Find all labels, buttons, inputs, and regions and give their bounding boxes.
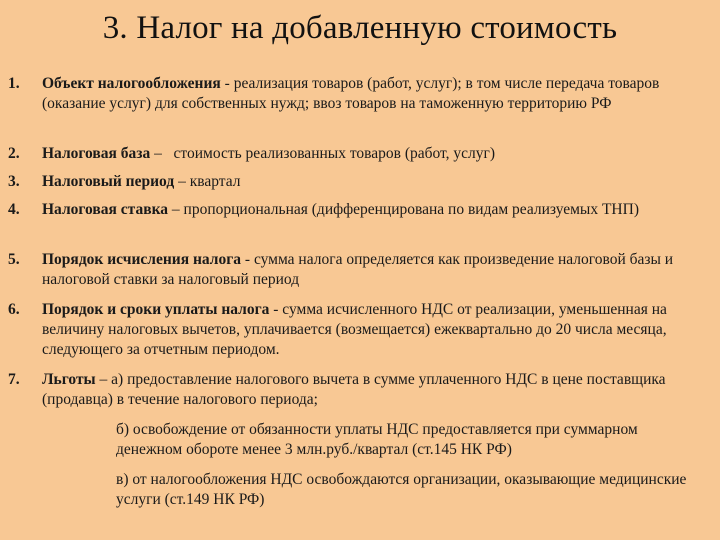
item-text: сумма налога определяется как произведение налоговой базы и налоговой ставки за налоговый период: [42, 251, 674, 288]
item-term: Налоговый период: [42, 173, 175, 190]
sub-item: б) освобождение от обязанности уплаты НДС предоставляется при суммарном денежном обороте менее 3 млн.руб./квартал (ст.145 НК РФ): [116, 421, 638, 458]
item-body: [42, 370, 702, 410]
item-text: пропорциональная (дифференцирована по видам реализуемых ТНП): [183, 201, 639, 218]
item-term: Порядок и сроки уплаты налога: [42, 301, 270, 318]
item-text: стоимость реализованных товаров (работ, услуг): [173, 145, 496, 162]
item-term: Налоговая база: [42, 145, 151, 162]
item-term: Налоговая ставка: [42, 201, 169, 218]
item-term: Льготы: [42, 371, 96, 388]
item-body: [42, 144, 702, 164]
item-separator: –: [168, 201, 184, 218]
item-number: 3.: [8, 173, 20, 190]
item-number: 6.: [8, 301, 20, 318]
item-separator: -: [269, 301, 283, 318]
item-separator: –: [150, 145, 174, 162]
item-body: [42, 250, 702, 290]
item-separator: -: [220, 75, 234, 92]
item-text: квартал: [189, 173, 241, 190]
item-body: [42, 300, 702, 360]
item-body: [42, 172, 702, 192]
slide-title: 3. Налог на добавленную стоимость: [102, 10, 618, 46]
item-term: Порядок исчисления налога: [42, 251, 242, 268]
item-separator: -: [241, 251, 254, 268]
item-number: 5.: [8, 251, 20, 268]
item-text: сумма исчисленного НДС от реализации, уменьшенная на величину налоговых вычетов, уплачивается (возмещается) ежеквартально до 20 числа месяца, следующего за отчетным периодом.: [42, 301, 667, 358]
item-text: а) предоставление налогового вычета в сумме уплаченного НДС в цене поставщика (продавца) в течение налогового периода;: [42, 371, 666, 408]
item-separator: –: [95, 371, 112, 388]
item-number: 7.: [8, 371, 20, 388]
item-term: Объект налогообложения: [42, 75, 221, 92]
item-text: реализация товаров (работ, услуг); в том числе передача товаров (оказание услуг) для собственных нужд; ввоз товаров на таможенную территорию РФ: [42, 75, 660, 112]
sub-item: в) от налогообложения НДС освобождаются организации, оказывающие медицинские услуги (ст.149 НК РФ): [116, 471, 687, 508]
item-number: 2.: [8, 145, 20, 162]
item-body: [42, 200, 702, 220]
item-number: 4.: [8, 201, 20, 218]
item-body: [42, 74, 702, 114]
item-number: 1.: [8, 75, 20, 92]
item-separator: –: [174, 173, 190, 190]
